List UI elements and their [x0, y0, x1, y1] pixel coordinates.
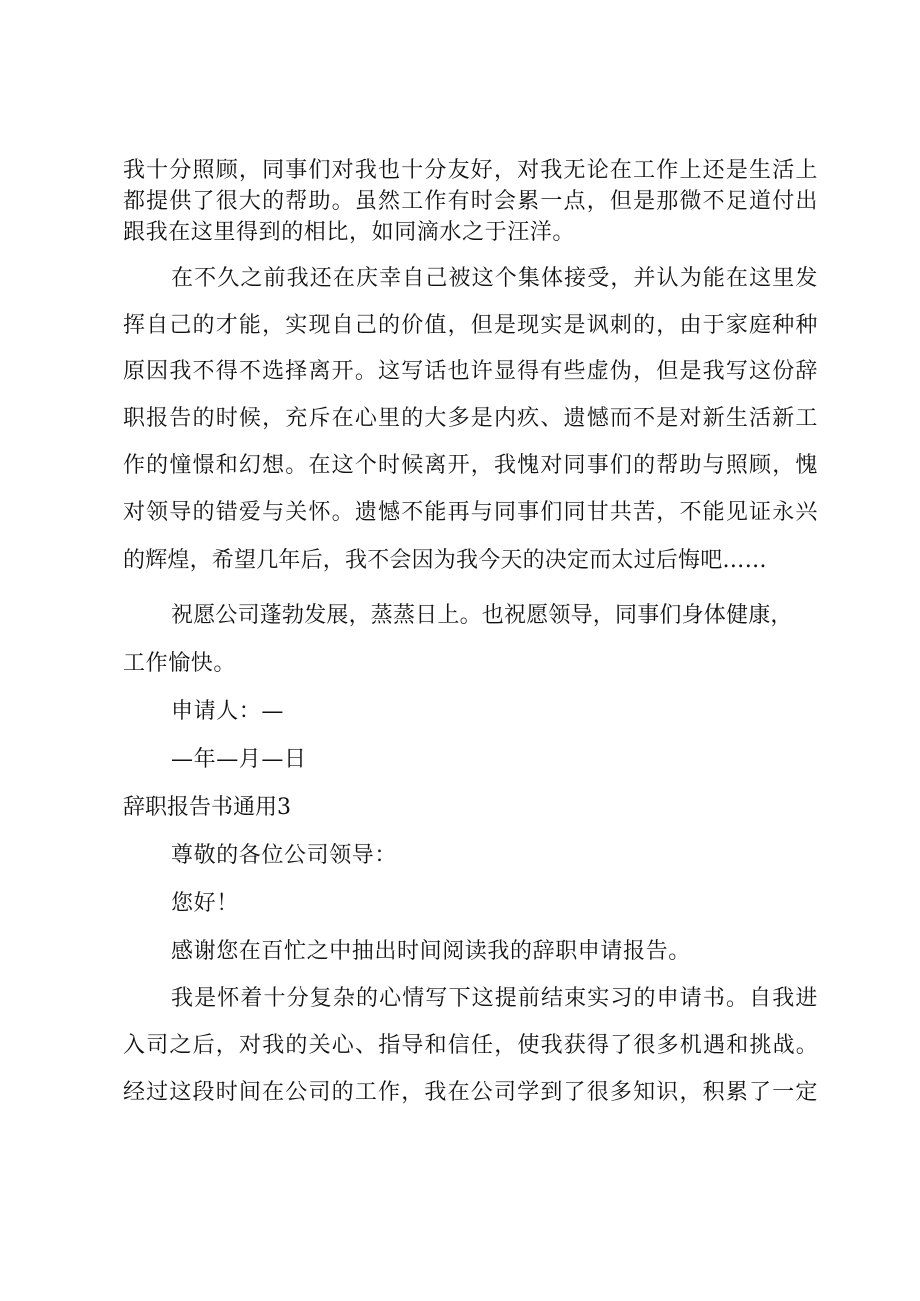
body-text-line: 感谢您在百忙之中抽出时间阅读我的辞职申请报告。 [171, 939, 691, 964]
body-text-line: 入司之后，对我的关心、指导和信任，使我获得了很多机遇和挑战。 [123, 1033, 818, 1058]
section-heading: 辞职报告书通用3 [123, 795, 291, 820]
body-text-line: 经过这段时间在公司的工作，我在公司学到了很多知识，积累了一定 [123, 1080, 818, 1105]
applicant-line: 申请人：— [171, 699, 285, 724]
body-text-line: 原因我不得不选择离开。这写话也许显得有些虚伪，但是我写这份辞 [123, 359, 818, 384]
greeting-line: 您好！ [171, 891, 239, 916]
body-text-line: 我十分照顾，同事们对我也十分友好，对我无论在工作上还是生活上 [123, 158, 818, 183]
body-text-line: 挥自己的才能，实现自己的价值，但是现实是讽刺的，由于家庭种种 [123, 313, 818, 338]
salutation-line: 尊敬的各位公司领导： [171, 843, 398, 868]
body-text-line: 我是怀着十分复杂的心情写下这提前结束实习的申请书。自我进 [171, 986, 818, 1011]
body-text-line: 的辉煌，希望几年后，我不会因为我今天的决定而太过后悔吧…… [123, 548, 767, 573]
body-text-line: 职报告的时候，充斥在心里的大多是内疚、遗憾而不是对新生活新工 [123, 406, 818, 431]
body-text-line: 跟我在这里得到的相比，如同滴水之于汪洋。 [123, 220, 576, 245]
date-line: —年—月—日 [171, 747, 307, 772]
body-text-line: 工作愉快。 [123, 651, 237, 676]
body-text-line: 在不久之前我还在庆幸自己被这个集体接受，并认为能在这里发 [171, 266, 818, 291]
body-text-line: 作的憧憬和幻想。在这个时候离开，我愧对同事们的帮助与照顾，愧 [123, 453, 818, 478]
body-text-line: 祝愿公司蓬勃发展，蒸蒸日上。也祝愿领导，同事们身体健康， [171, 603, 793, 628]
body-text-line: 都提供了很大的帮助。虽然工作有时会累一点，但是那微不足道付出 [123, 189, 818, 214]
body-text-line: 对领导的错爱与关怀。遗憾不能再与同事们同甘共苦，不能见证永兴 [123, 500, 818, 525]
